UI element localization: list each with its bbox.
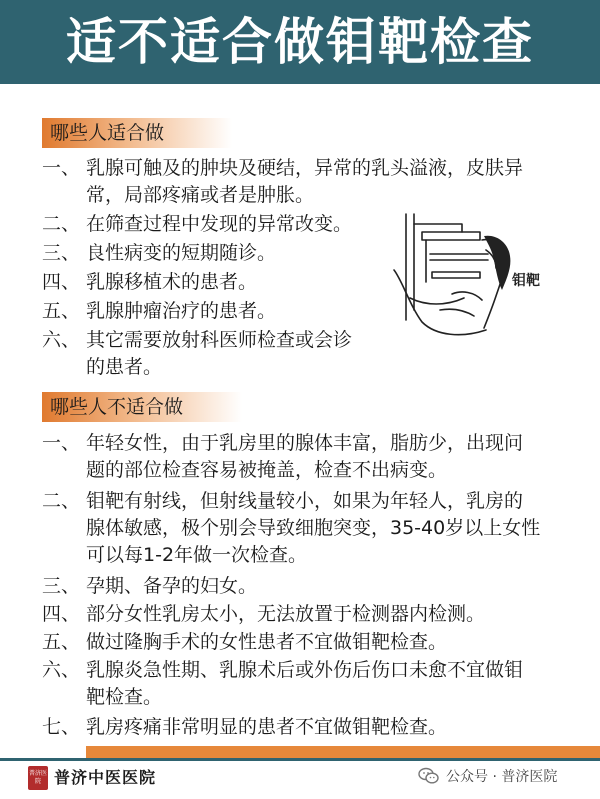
item-line: 常，局部疼痛或者是肿胀。 [86, 184, 315, 206]
item-number: 一、 [42, 432, 81, 454]
item-line: 钼靶有射线，但射线量较小，如果为年轻人，乳房的 [86, 490, 524, 512]
item-line: 部分女性乳房太小，无法放置于检测器内检测。 [86, 603, 486, 625]
item-line: 其它需要放射科医师检查或会诊 [86, 329, 353, 351]
item-number: 三、 [42, 242, 81, 264]
item-line: 良性病变的短期随诊。 [86, 242, 277, 264]
item-line: 乳腺可触及的肿块及硬结，异常的乳头溢液，皮肤异 [86, 157, 524, 179]
header-banner [0, 0, 600, 84]
item-line: 腺体敏感，极个别会导致细胞突变，35-40岁以上女性 [86, 517, 541, 539]
item-number: 三、 [42, 575, 81, 597]
hospital-logo [28, 766, 48, 790]
item-number: 六、 [42, 659, 81, 681]
item-number: 五、 [42, 300, 81, 322]
wechat-account-label[interactable]: 公众号 · 普济医院 [446, 769, 558, 785]
item-line: 乳腺炎急性期、乳腺术后或外伤后伤口未愈不宜做钼 [86, 659, 524, 681]
item-number: 六、 [42, 329, 81, 351]
wechat-icon [418, 767, 440, 785]
hospital-name: 普济中医医院 [54, 768, 157, 787]
item-number: 七、 [42, 716, 81, 738]
item-line: 乳腺移植术的患者。 [86, 271, 258, 293]
section-heading-suitable [42, 118, 232, 148]
section-heading-suitable-label: 哪些人适合做 [50, 122, 165, 144]
item-number: 五、 [42, 631, 81, 653]
mammography-illustration [392, 210, 524, 344]
section-heading-unsuitable [42, 392, 242, 422]
item-number: 二、 [42, 213, 81, 235]
item-line: 年轻女性，由于乳房里的腺体丰富，脂肪少，出现问 [86, 432, 524, 454]
item-line: 乳腺肿瘤治疗的患者。 [86, 300, 277, 322]
footer-accent-bar [86, 746, 600, 758]
item-number: 一、 [42, 157, 81, 179]
item-line: 做过隆胸手术的女性患者不宜做钼靶检查。 [86, 631, 448, 653]
item-line: 可以每1-2年做一次检查。 [86, 544, 308, 566]
footer-divider [0, 758, 600, 761]
item-number: 四、 [42, 603, 81, 625]
item-number: 四、 [42, 271, 81, 293]
illustration-label: 钼靶 [512, 273, 540, 289]
item-line: 题的部位检查容易被掩盖，检查不出病变。 [86, 459, 448, 481]
item-line: 靶检查。 [86, 686, 163, 708]
section-heading-unsuitable-label: 哪些人不适合做 [50, 396, 184, 418]
item-line: 在筛查过程中发现的异常改变。 [86, 213, 353, 235]
item-line: 孕期、备孕的妇女。 [86, 575, 258, 597]
item-line: 的患者。 [86, 356, 163, 378]
item-line: 乳房疼痛非常明显的患者不宜做钼靶检查。 [86, 716, 448, 738]
item-number: 二、 [42, 490, 81, 512]
page-title: 适不适合做钼靶检查 [66, 13, 534, 71]
hospital-logo-text: 普济医院 [28, 770, 47, 785]
